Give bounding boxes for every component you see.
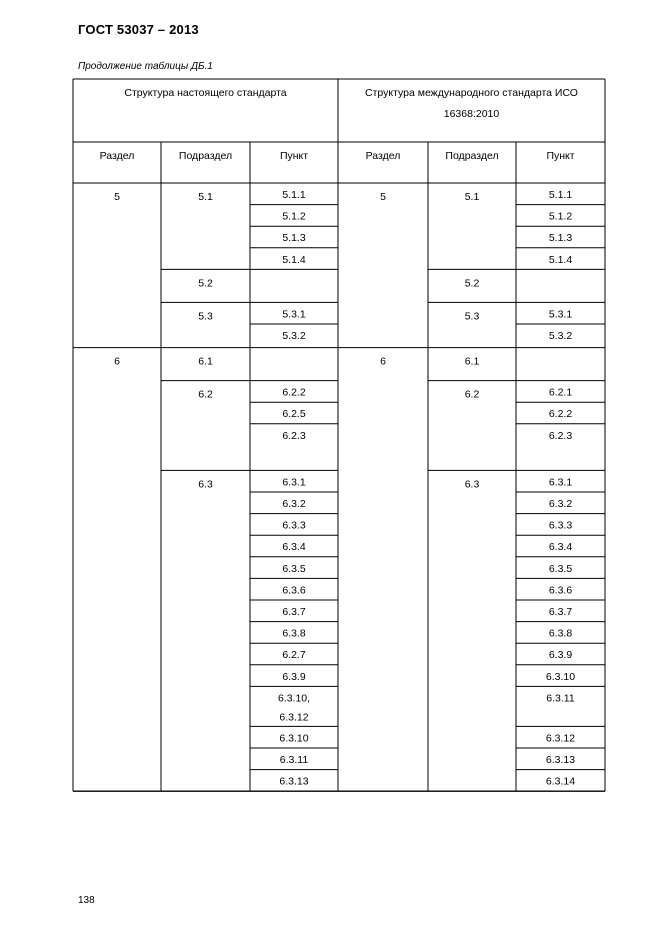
cell-subsection-right: 6.1 (464, 355, 480, 368)
cell-point-left: 6.3.13 (279, 775, 309, 788)
cell-point-right: 6.2.3 (548, 429, 573, 442)
cell-point-right: 6.2.2 (548, 408, 573, 421)
cell-subsection-left: 5.1 (198, 191, 213, 203)
cell-section-right: 6 (380, 355, 386, 368)
document-header: ГОСТ 53037 – 2013 (78, 22, 199, 37)
cell-subsection-left: 6.2 (198, 388, 213, 401)
cell-point-left: 6.3.1 (282, 476, 306, 489)
page-number: 138 (78, 895, 95, 906)
cell-point-left-line2: 6.3.12 (279, 711, 309, 724)
cell-point-left: 6.3.9 (282, 670, 306, 683)
column-header-1: Подраздел (178, 150, 233, 162)
cell-point-right: 6.3.7 (548, 606, 573, 618)
cell-point-left: 5.1.3 (282, 232, 306, 245)
cell-subsection-left: 6.3 (198, 478, 213, 491)
cell-section-right: 5 (380, 191, 386, 203)
cell-point-left: 6.3.11 (279, 754, 309, 766)
cell-point-left: 6.2.5 (282, 408, 306, 421)
cell-section-left: 5 (114, 191, 120, 203)
cell-point-right: 6.3.9 (548, 649, 573, 662)
cell-point-left: 6.3.2 (282, 498, 306, 510)
cell-point-right: 6.3.3 (548, 519, 573, 532)
cell-point-right: 5.1.1 (548, 189, 573, 201)
group-header-current: Структура настоящего стандарта (124, 87, 287, 99)
column-header-0: Раздел (99, 150, 135, 162)
cell-subsection-left: 6.1 (198, 355, 213, 368)
cell-point-right: 6.3.8 (548, 627, 573, 640)
column-header-5: Пункт (546, 150, 575, 162)
cell-section-left: 6 (114, 355, 120, 368)
cell-point-right: 5.1.2 (548, 210, 573, 223)
cell-point-right: 6.3.10 (545, 670, 576, 683)
cell-point-left: 6.3.3 (282, 519, 306, 532)
cell-point-left: 5.1.1 (282, 189, 306, 201)
cell-point-left: 6.3.5 (282, 562, 306, 575)
cell-point-left: 5.3.1 (282, 308, 306, 321)
cell-point-right: 6.3.5 (548, 562, 573, 575)
cell-point-right: 5.1.3 (548, 232, 573, 245)
cell-point-right: 6.3.11 (546, 692, 575, 705)
cell-point-left: 6.2.2 (282, 386, 306, 399)
cell-point-left: 6.2.3 (282, 429, 306, 442)
cell-point-right: 6.3.1 (548, 476, 573, 489)
cell-point-left: 6.3.6 (282, 584, 306, 597)
table-caption: Продолжение таблицы ДБ.1 (78, 61, 213, 72)
cell-point-left: 5.3.2 (282, 330, 306, 342)
cell-point-left: 6.3.4 (282, 541, 306, 554)
cell-point-left: 5.1.4 (282, 253, 306, 266)
cell-point-right: 5.3.2 (548, 330, 573, 342)
group-header-iso: Структура международного стандарта ИСО (365, 87, 578, 99)
cell-point-left: 5.1.2 (282, 210, 306, 223)
cell-point-right: 6.3.4 (548, 541, 573, 554)
cell-subsection-left: 5.3 (198, 310, 213, 323)
cell-point-right: 6.3.13 (545, 754, 576, 766)
cell-point-left-line1: 6.3.10, (277, 692, 311, 705)
cell-subsection-right: 5.2 (464, 277, 480, 290)
cell-point-right: 6.3.12 (545, 732, 576, 745)
group-header-iso-number: 16368:2010 (443, 108, 500, 120)
cell-point-left: 6.2.7 (282, 649, 306, 662)
cell-point-right: 6.2.1 (548, 386, 573, 399)
cell-point-right: 6.3.6 (548, 584, 573, 597)
cell-subsection-right: 5.3 (464, 310, 480, 323)
cell-point-right: 5.1.4 (548, 253, 573, 266)
cell-point-right: 6.3.2 (548, 498, 573, 510)
cell-point-left: 6.3.8 (282, 627, 306, 640)
cell-point-right: 5.3.1 (548, 308, 573, 321)
cell-subsection-right: 5.1 (464, 191, 480, 203)
cell-point-left: 6.3.10 (279, 732, 309, 745)
column-header-2: Пункт (279, 150, 309, 162)
column-header-3: Раздел (365, 150, 401, 162)
cell-point-right: 6.3.14 (545, 775, 576, 788)
cell-point-left: 6.3.7 (282, 606, 306, 618)
cell-subsection-left: 5.2 (198, 277, 213, 290)
column-header-4: Подраздел (445, 150, 499, 162)
cell-subsection-right: 6.3 (464, 478, 480, 491)
cell-subsection-right: 6.2 (464, 388, 480, 401)
